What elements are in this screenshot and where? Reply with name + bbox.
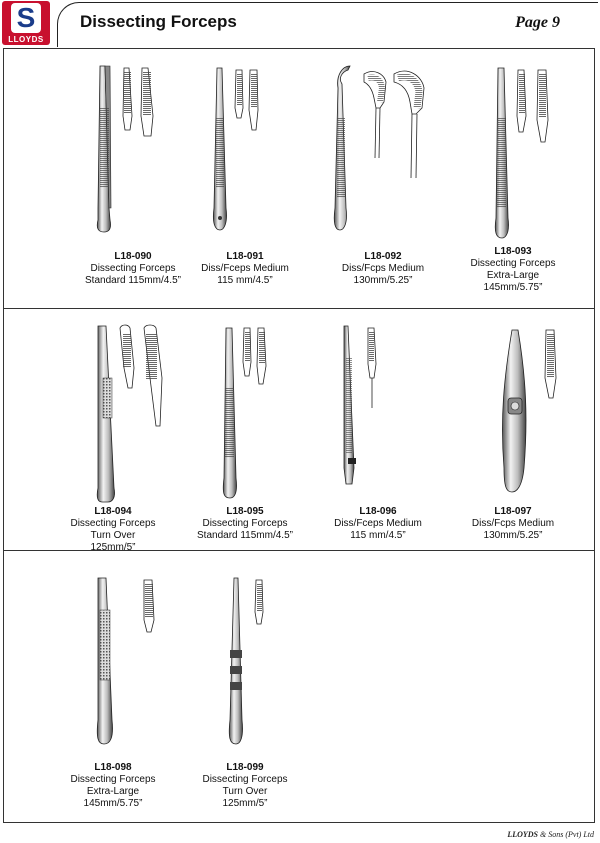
footer-company (507, 830, 594, 839)
product-desc-line: Diss/Fcps Medium (341, 263, 425, 274)
product-code: L18-095 (226, 506, 264, 517)
page-number: Page 9 (515, 14, 560, 31)
product-desc-line: 125mm/5” (90, 542, 136, 553)
product-desc-line: Dissecting Forceps (470, 258, 556, 269)
product-caption (428, 246, 598, 294)
product-caption (160, 762, 330, 810)
product-L18-097[interactable] (448, 318, 578, 550)
product-L18-099[interactable] (190, 570, 300, 810)
product-L18-096[interactable] (318, 318, 438, 550)
product-code: L18-098 (94, 762, 132, 773)
product-desc-line: Diss/Fcps Medium (471, 518, 555, 529)
product-code: L18-091 (226, 251, 264, 262)
product-L18-093[interactable] (448, 58, 578, 298)
product-desc-line: Diss/Fceps Medium (201, 263, 289, 274)
footer-rest: & Sons (Pvt) Ltd (540, 830, 594, 839)
product-desc-line: Extra-Large (486, 270, 540, 281)
product-code: L18-090 (114, 251, 152, 262)
logo-letter: S (16, 2, 36, 33)
lloyds-logo (2, 1, 50, 45)
product-desc-line: Diss/Fceps Medium (334, 518, 422, 529)
product-desc-line: 145mm/5.75” (83, 798, 143, 809)
product-desc-line: Dissecting Forceps (90, 263, 176, 274)
product-desc-line: Standard 115mm/4.5” (197, 530, 293, 541)
logo-text: LLOYDS (8, 35, 44, 44)
product-desc-line: Turn Over (90, 530, 136, 541)
product-code: L18-096 (359, 506, 397, 517)
product-desc-line: Turn Over (222, 786, 268, 797)
product-desc-line: 130mm/5.25” (353, 275, 413, 286)
product-code: L18-097 (494, 506, 532, 517)
product-desc-line: Dissecting Forceps (70, 518, 156, 529)
product-desc-line: 145mm/5.75” (483, 282, 543, 293)
product-code: L18-099 (226, 762, 264, 773)
footer-brand: LLOYDS (507, 830, 538, 839)
product-desc-line: Dissecting Forceps (202, 774, 288, 785)
product-code: L18-093 (494, 246, 532, 257)
logo-mark (11, 3, 41, 33)
product-code: L18-094 (94, 506, 132, 517)
product-desc-line: Dissecting Forceps (202, 518, 288, 529)
page-header (0, 0, 600, 48)
product-caption (428, 506, 598, 542)
product-code: L18-092 (364, 251, 402, 262)
product-desc-line: 125mm/5” (222, 798, 268, 809)
product-desc-line: Standard 115mm/4.5” (85, 275, 181, 286)
product-desc-line: 115 mm/4.5” (350, 530, 406, 541)
product-desc-line: Dissecting Forceps (70, 774, 156, 785)
product-desc-line: 115 mm/4.5” (217, 275, 273, 286)
product-L18-095[interactable] (190, 318, 300, 550)
product-desc-line: Extra-Large (86, 786, 140, 797)
product-L18-091[interactable] (190, 58, 300, 298)
page-title: Dissecting Forceps (80, 12, 237, 31)
row-divider-1 (3, 308, 595, 309)
product-desc-line: 130mm/5.25” (483, 530, 543, 541)
